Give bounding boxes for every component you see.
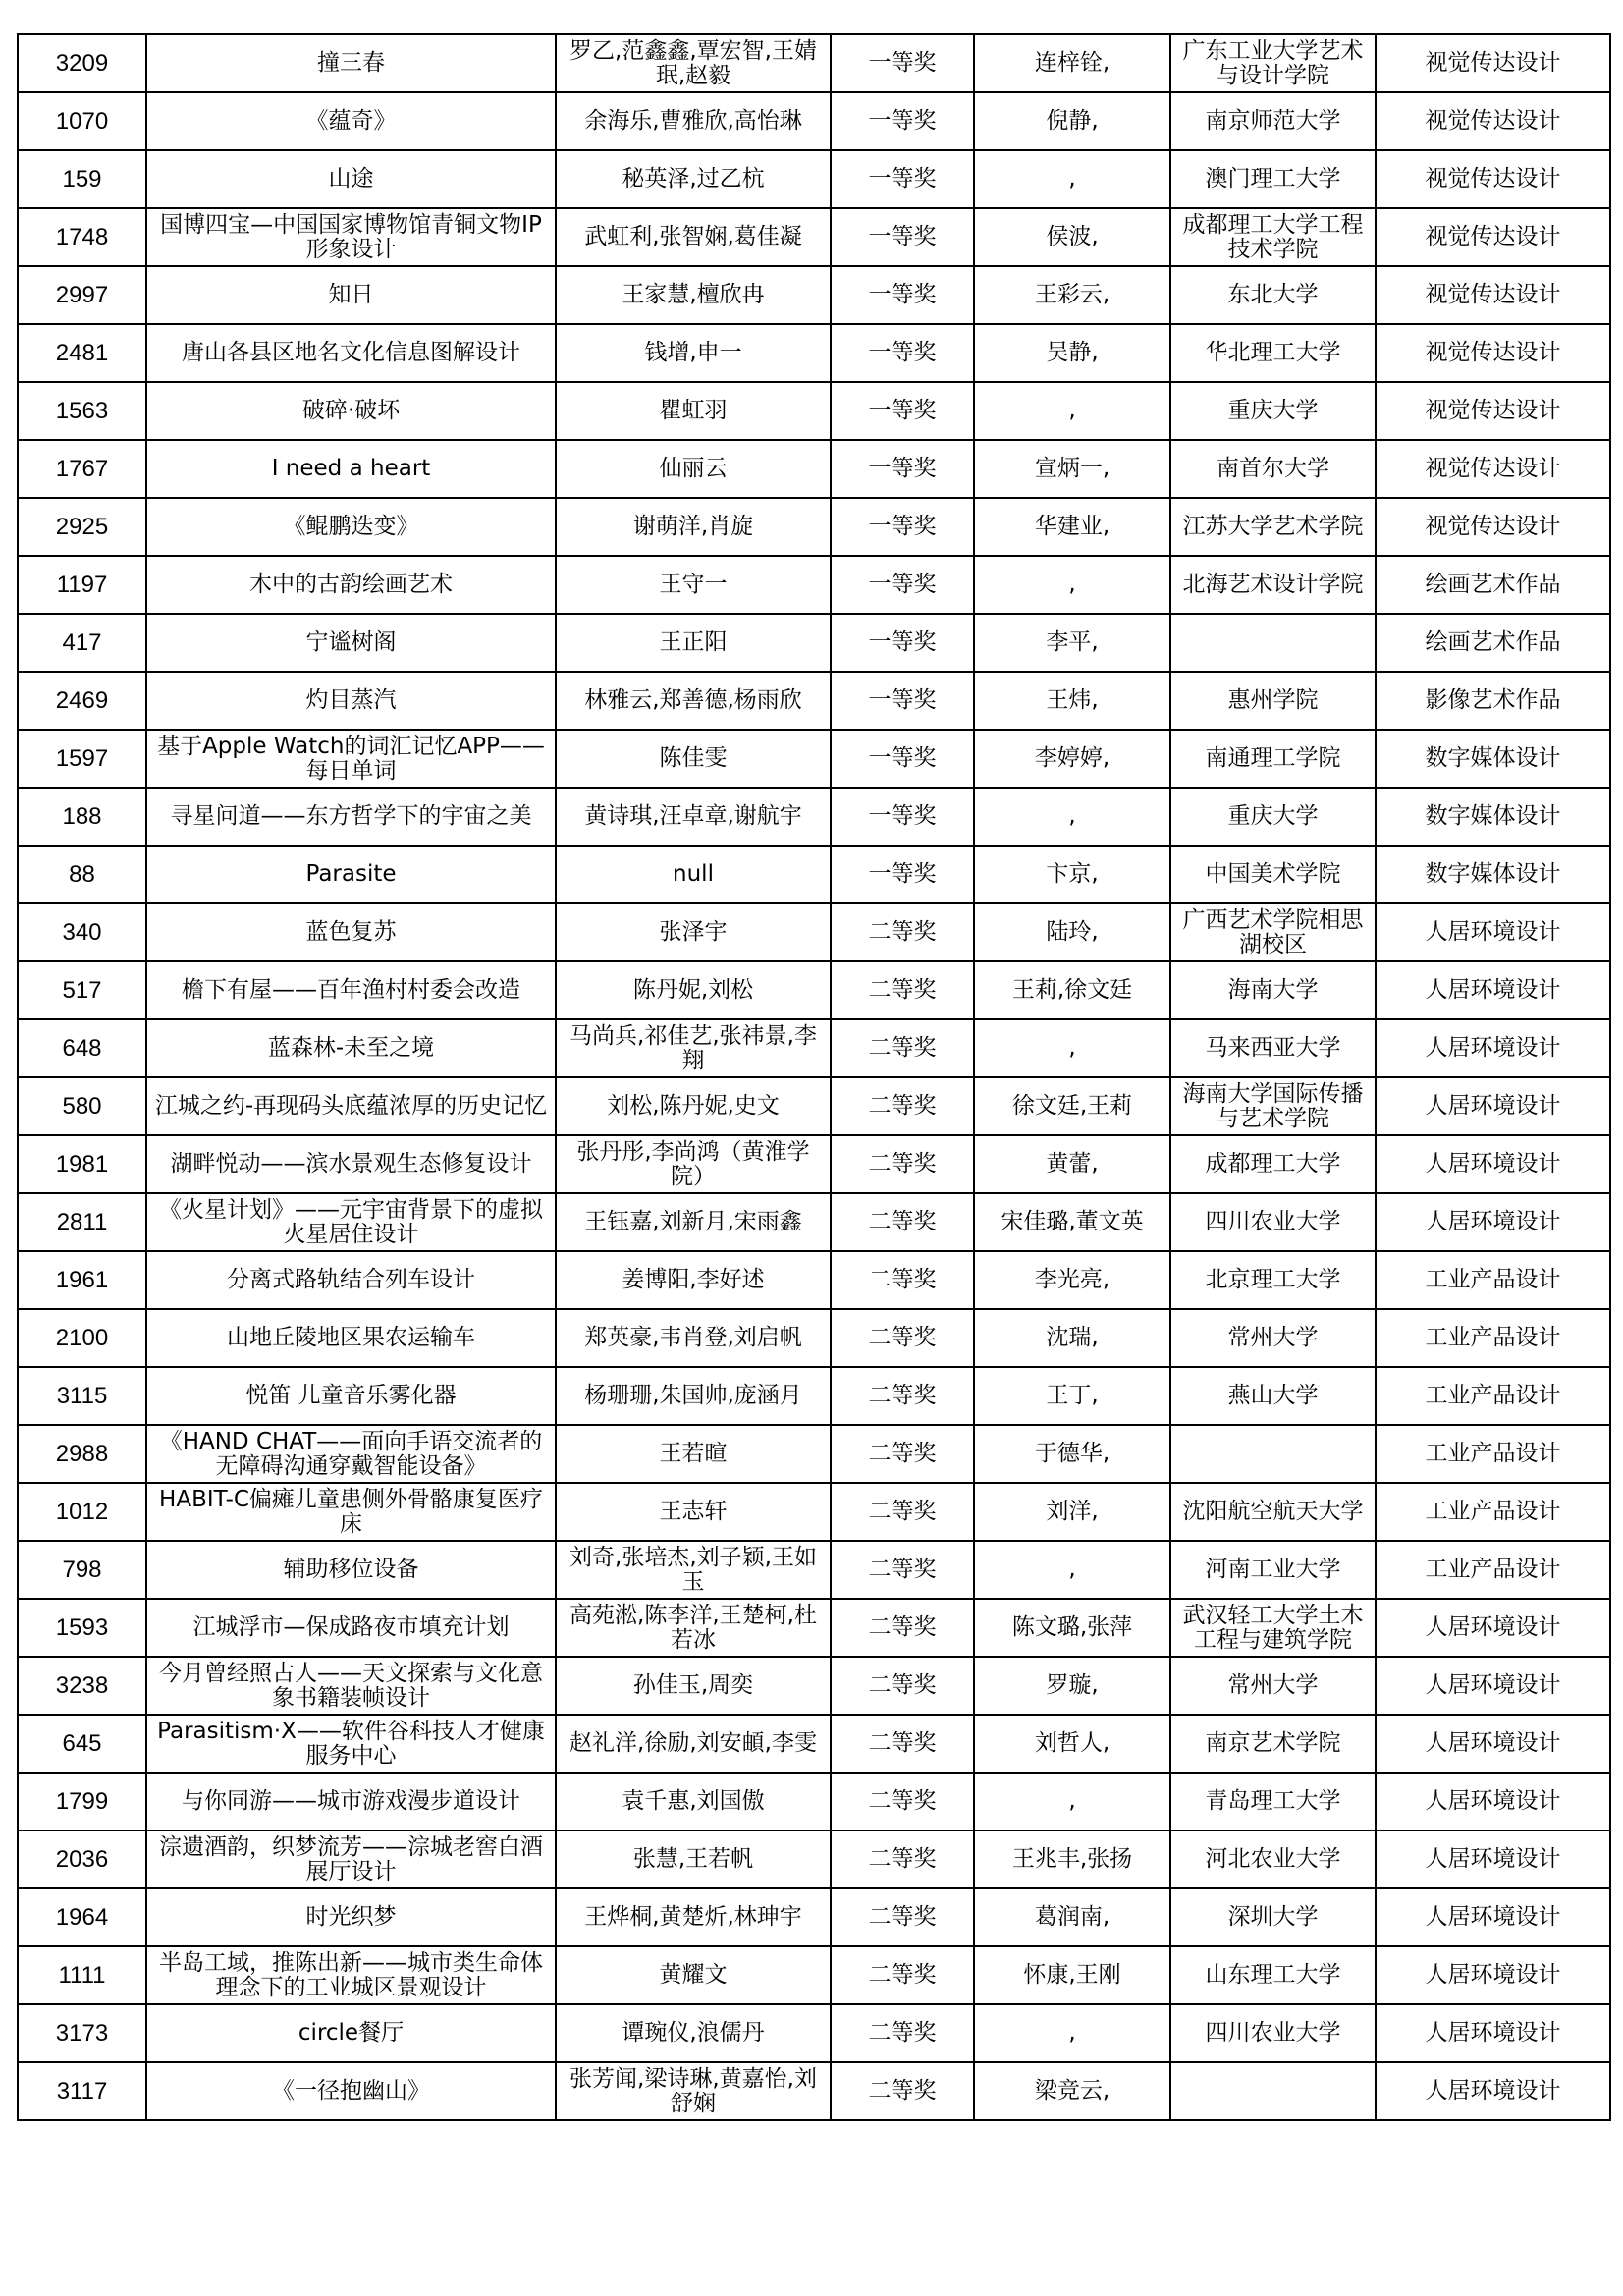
school-cell: 河北农业大学 [1170, 1831, 1376, 1888]
table-row [18, 672, 1610, 730]
authors-cell: 王志轩 [556, 1483, 831, 1541]
school-cell: 澳门理工大学 [1170, 150, 1376, 208]
work-id-cell: 1961 [18, 1251, 146, 1309]
advisor-cell: , [974, 788, 1170, 846]
table-row [18, 846, 1610, 903]
authors-cell: 黄耀文 [556, 1946, 831, 2004]
advisor-cell: 怀康,王刚 [974, 1946, 1170, 2004]
table-row [18, 1888, 1610, 1946]
authors-cell: 刘奇,张培杰,刘子颖,王如玉 [556, 1541, 831, 1599]
table-row [18, 961, 1610, 1019]
advisor-cell: 徐文廷,王莉 [974, 1077, 1170, 1135]
advisor-cell: 王兆丰,张扬 [974, 1831, 1170, 1888]
advisor-cell: , [974, 2004, 1170, 2062]
school-cell: 重庆大学 [1170, 382, 1376, 440]
advisor-cell: 倪静, [974, 92, 1170, 150]
advisor-cell: 于德华, [974, 1425, 1170, 1483]
advisor-cell: 李光亮, [974, 1251, 1170, 1309]
work-title-cell: 《火星计划》——元宇宙背景下的虚拟火星居住设计 [146, 1193, 556, 1251]
category-cell: 视觉传达设计 [1376, 324, 1610, 382]
work-id-cell: 2997 [18, 266, 146, 324]
work-id-cell: 648 [18, 1019, 146, 1077]
advisor-cell: , [974, 382, 1170, 440]
work-id-cell: 2811 [18, 1193, 146, 1251]
school-cell: 惠州学院 [1170, 672, 1376, 730]
work-title-cell: 湖畔悦动——滨水景观生态修复设计 [146, 1135, 556, 1193]
advisor-cell: 黄蕾, [974, 1135, 1170, 1193]
table-row [18, 92, 1610, 150]
advisor-cell: 吴静, [974, 324, 1170, 382]
category-cell: 人居环境设计 [1376, 1831, 1610, 1888]
work-title-cell: 撞三春 [146, 34, 556, 92]
advisor-cell: 刘哲人, [974, 1715, 1170, 1773]
work-id-cell: 2925 [18, 498, 146, 556]
advisor-cell: 葛润南, [974, 1888, 1170, 1946]
awards-table-body [18, 34, 1610, 2120]
work-title-cell: 宁谧树阁 [146, 614, 556, 672]
work-id-cell: 417 [18, 614, 146, 672]
work-title-cell: 唐山各县区地名文化信息图解设计 [146, 324, 556, 382]
school-cell: 江苏大学艺术学院 [1170, 498, 1376, 556]
table-row [18, 1367, 1610, 1425]
work-id-cell: 517 [18, 961, 146, 1019]
advisor-cell: 陆玲, [974, 903, 1170, 961]
authors-cell: 王若暄 [556, 1425, 831, 1483]
table-row [18, 266, 1610, 324]
table-row [18, 1193, 1610, 1251]
authors-cell: 张慧,王若帆 [556, 1831, 831, 1888]
work-id-cell: 1748 [18, 208, 146, 266]
advisor-cell: 侯波, [974, 208, 1170, 266]
school-cell: 海南大学 [1170, 961, 1376, 1019]
advisor-cell: , [974, 556, 1170, 614]
table-row [18, 1483, 1610, 1541]
table-row [18, 1541, 1610, 1599]
category-cell: 视觉传达设计 [1376, 150, 1610, 208]
authors-cell: 罗乙,范鑫鑫,覃宏智,王婧珉,赵毅 [556, 34, 831, 92]
work-id-cell: 3115 [18, 1367, 146, 1425]
table-row [18, 1425, 1610, 1483]
school-cell: 南京艺术学院 [1170, 1715, 1376, 1773]
category-cell: 人居环境设计 [1376, 1077, 1610, 1135]
school-cell [1170, 614, 1376, 672]
category-cell: 视觉传达设计 [1376, 266, 1610, 324]
work-title-cell: 与你同游——城市游戏漫步道设计 [146, 1773, 556, 1831]
school-cell: 四川农业大学 [1170, 2004, 1376, 2062]
category-cell: 视觉传达设计 [1376, 92, 1610, 150]
table-row [18, 1831, 1610, 1888]
work-id-cell: 3117 [18, 2062, 146, 2120]
work-id-cell: 2100 [18, 1309, 146, 1367]
school-cell: 南通理工学院 [1170, 730, 1376, 788]
award-level-cell: 二等奖 [831, 1599, 974, 1657]
school-cell: 东北大学 [1170, 266, 1376, 324]
school-cell: 常州大学 [1170, 1657, 1376, 1715]
work-id-cell: 3209 [18, 34, 146, 92]
work-id-cell: 2481 [18, 324, 146, 382]
table-row [18, 1135, 1610, 1193]
advisor-cell: 王炜, [974, 672, 1170, 730]
work-title-cell: 山途 [146, 150, 556, 208]
category-cell: 视觉传达设计 [1376, 498, 1610, 556]
work-id-cell: 1981 [18, 1135, 146, 1193]
school-cell: 山东理工大学 [1170, 1946, 1376, 2004]
award-level-cell: 一等奖 [831, 266, 974, 324]
table-row [18, 1599, 1610, 1657]
authors-cell: 王钰嘉,刘新月,宋雨鑫 [556, 1193, 831, 1251]
authors-cell: 高苑淞,陈李洋,王楚柯,杜若冰 [556, 1599, 831, 1657]
award-level-cell: 一等奖 [831, 614, 974, 672]
work-title-cell: 淙遗酒韵，织梦流芳——淙城老窖白酒展厅设计 [146, 1831, 556, 1888]
category-cell: 人居环境设计 [1376, 1888, 1610, 1946]
advisor-cell: 华建业, [974, 498, 1170, 556]
authors-cell: 张芳闻,梁诗琳,黄嘉怡,刘舒娴 [556, 2062, 831, 2120]
advisor-cell: 罗璇, [974, 1657, 1170, 1715]
table-row [18, 382, 1610, 440]
award-level-cell: 二等奖 [831, 903, 974, 961]
award-level-cell: 二等奖 [831, 1946, 974, 2004]
authors-cell: 陈佳雯 [556, 730, 831, 788]
work-id-cell: 159 [18, 150, 146, 208]
award-level-cell: 二等奖 [831, 1715, 974, 1773]
work-id-cell: 1767 [18, 440, 146, 498]
award-level-cell: 一等奖 [831, 382, 974, 440]
awards-table [17, 33, 1611, 2121]
table-row [18, 208, 1610, 266]
work-id-cell: 645 [18, 1715, 146, 1773]
work-id-cell: 2988 [18, 1425, 146, 1483]
work-title-cell: 江城浮市—保成路夜市填充计划 [146, 1599, 556, 1657]
work-id-cell: 3173 [18, 2004, 146, 2062]
category-cell: 影像艺术作品 [1376, 672, 1610, 730]
category-cell: 人居环境设计 [1376, 1135, 1610, 1193]
category-cell: 视觉传达设计 [1376, 440, 1610, 498]
authors-cell: 谢萌洋,肖旋 [556, 498, 831, 556]
table-row [18, 2062, 1610, 2120]
school-cell: 广西艺术学院相思湖校区 [1170, 903, 1376, 961]
work-title-cell: 时光织梦 [146, 1888, 556, 1946]
work-id-cell: 1597 [18, 730, 146, 788]
advisor-cell: , [974, 1019, 1170, 1077]
school-cell: 南京师范大学 [1170, 92, 1376, 150]
work-title-cell: 灼目蒸汽 [146, 672, 556, 730]
award-level-cell: 二等奖 [831, 1135, 974, 1193]
authors-cell: 姜博阳,李好述 [556, 1251, 831, 1309]
table-row [18, 614, 1610, 672]
work-title-cell: 山地丘陵地区果农运输车 [146, 1309, 556, 1367]
category-cell: 人居环境设计 [1376, 1657, 1610, 1715]
school-cell: 沈阳航空航天大学 [1170, 1483, 1376, 1541]
table-row [18, 1077, 1610, 1135]
category-cell: 工业产品设计 [1376, 1309, 1610, 1367]
table-row [18, 1946, 1610, 2004]
work-id-cell: 580 [18, 1077, 146, 1135]
school-cell: 成都理工大学 [1170, 1135, 1376, 1193]
work-title-cell: 蓝森林-未至之境 [146, 1019, 556, 1077]
table-row [18, 1251, 1610, 1309]
table-row [18, 150, 1610, 208]
award-level-cell: 一等奖 [831, 440, 974, 498]
category-cell: 工业产品设计 [1376, 1425, 1610, 1483]
table-row [18, 1715, 1610, 1773]
advisor-cell: 王彩云, [974, 266, 1170, 324]
work-title-cell: HABIT-C偏瘫儿童患侧外骨骼康复医疗床 [146, 1483, 556, 1541]
table-row [18, 498, 1610, 556]
category-cell: 人居环境设计 [1376, 961, 1610, 1019]
authors-cell: 刘松,陈丹妮,史文 [556, 1077, 831, 1135]
award-level-cell: 一等奖 [831, 788, 974, 846]
school-cell [1170, 1425, 1376, 1483]
category-cell: 人居环境设计 [1376, 1946, 1610, 2004]
school-cell: 武汉轻工大学土木工程与建筑学院 [1170, 1599, 1376, 1657]
authors-cell: 仙丽云 [556, 440, 831, 498]
table-row [18, 788, 1610, 846]
school-cell: 深圳大学 [1170, 1888, 1376, 1946]
advisor-cell: 沈瑞, [974, 1309, 1170, 1367]
award-level-cell: 二等奖 [831, 1831, 974, 1888]
table-row [18, 2004, 1610, 2062]
school-cell: 中国美术学院 [1170, 846, 1376, 903]
advisor-cell: 陈文璐,张萍 [974, 1599, 1170, 1657]
advisor-cell: 梁竞云, [974, 2062, 1170, 2120]
work-title-cell: 檐下有屋——百年渔村村委会改造 [146, 961, 556, 1019]
authors-cell: 赵礼洋,徐励,刘安頔,李雯 [556, 1715, 831, 1773]
work-id-cell: 1012 [18, 1483, 146, 1541]
category-cell: 人居环境设计 [1376, 2062, 1610, 2120]
award-level-cell: 二等奖 [831, 1309, 974, 1367]
authors-cell: 郑英豪,韦肖登,刘启帆 [556, 1309, 831, 1367]
school-cell: 常州大学 [1170, 1309, 1376, 1367]
award-level-cell: 二等奖 [831, 2062, 974, 2120]
award-level-cell: 一等奖 [831, 846, 974, 903]
authors-cell: 钱增,申一 [556, 324, 831, 382]
work-id-cell: 1070 [18, 92, 146, 150]
school-cell: 南首尔大学 [1170, 440, 1376, 498]
category-cell: 人居环境设计 [1376, 1715, 1610, 1773]
award-level-cell: 一等奖 [831, 92, 974, 150]
authors-cell: 余海乐,曹雅欣,高怡琳 [556, 92, 831, 150]
award-level-cell: 一等奖 [831, 498, 974, 556]
advisor-cell: , [974, 1541, 1170, 1599]
work-title-cell: Parasite [146, 846, 556, 903]
authors-cell: 张丹彤,李尚鸿（黄淮学院） [556, 1135, 831, 1193]
work-title-cell: 基于Apple Watch的词汇记忆APP——每日单词 [146, 730, 556, 788]
work-id-cell: 1111 [18, 1946, 146, 2004]
work-id-cell: 2036 [18, 1831, 146, 1888]
category-cell: 绘画艺术作品 [1376, 614, 1610, 672]
award-level-cell: 二等奖 [831, 2004, 974, 2062]
work-title-cell: 《鲲鹏迭变》 [146, 498, 556, 556]
school-cell: 河南工业大学 [1170, 1541, 1376, 1599]
work-title-cell: 国博四宝—中国国家博物馆青铜文物IP形象设计 [146, 208, 556, 266]
school-cell: 北海艺术设计学院 [1170, 556, 1376, 614]
category-cell: 人居环境设计 [1376, 2004, 1610, 2062]
school-cell: 燕山大学 [1170, 1367, 1376, 1425]
category-cell: 人居环境设计 [1376, 903, 1610, 961]
school-cell: 青岛理工大学 [1170, 1773, 1376, 1831]
category-cell: 人居环境设计 [1376, 1193, 1610, 1251]
authors-cell: 孙佳玉,周奕 [556, 1657, 831, 1715]
work-title-cell: 木中的古韵绘画艺术 [146, 556, 556, 614]
school-cell: 北京理工大学 [1170, 1251, 1376, 1309]
work-id-cell: 1964 [18, 1888, 146, 1946]
award-level-cell: 二等奖 [831, 1019, 974, 1077]
category-cell: 工业产品设计 [1376, 1367, 1610, 1425]
work-id-cell: 1563 [18, 382, 146, 440]
work-title-cell: 分离式路轨结合列车设计 [146, 1251, 556, 1309]
advisor-cell: 李平, [974, 614, 1170, 672]
category-cell: 人居环境设计 [1376, 1773, 1610, 1831]
school-cell: 成都理工大学工程技术学院 [1170, 208, 1376, 266]
work-title-cell: 寻星问道——东方哲学下的宇宙之美 [146, 788, 556, 846]
award-level-cell: 一等奖 [831, 208, 974, 266]
work-title-cell: 破碎·破坏 [146, 382, 556, 440]
award-level-cell: 二等奖 [831, 1657, 974, 1715]
authors-cell: 马尚兵,祁佳艺,张祎景,李翔 [556, 1019, 831, 1077]
award-level-cell: 二等奖 [831, 1773, 974, 1831]
category-cell: 绘画艺术作品 [1376, 556, 1610, 614]
authors-cell: 杨珊珊,朱国帅,庞涵月 [556, 1367, 831, 1425]
authors-cell: 谭琬仪,浪儒丹 [556, 2004, 831, 2062]
work-title-cell: 《HAND CHAT——面向手语交流者的无障碍沟通穿戴智能设备》 [146, 1425, 556, 1483]
authors-cell: 黄诗琪,汪卓章,谢航宇 [556, 788, 831, 846]
award-level-cell: 一等奖 [831, 150, 974, 208]
award-level-cell: 二等奖 [831, 1425, 974, 1483]
advisor-cell: 连梓铨, [974, 34, 1170, 92]
authors-cell: 秘英泽,过乙杭 [556, 150, 831, 208]
school-cell: 广东工业大学艺术与设计学院 [1170, 34, 1376, 92]
authors-cell: 王烨桐,黄楚炘,林珅宇 [556, 1888, 831, 1946]
award-level-cell: 一等奖 [831, 556, 974, 614]
table-row [18, 556, 1610, 614]
work-id-cell: 798 [18, 1541, 146, 1599]
category-cell: 工业产品设计 [1376, 1541, 1610, 1599]
category-cell: 人居环境设计 [1376, 1599, 1610, 1657]
award-level-cell: 二等奖 [831, 1483, 974, 1541]
work-title-cell: 知日 [146, 266, 556, 324]
advisor-cell: 卞京, [974, 846, 1170, 903]
table-row [18, 440, 1610, 498]
work-title-cell: 《蕴奇》 [146, 92, 556, 150]
work-title-cell: 悦笛 儿童音乐雾化器 [146, 1367, 556, 1425]
work-title-cell: 半岛工域，推陈出新——城市类生命体理念下的工业城区景观设计 [146, 1946, 556, 2004]
work-title-cell: circle餐厅 [146, 2004, 556, 2062]
table-row [18, 730, 1610, 788]
work-id-cell: 1799 [18, 1773, 146, 1831]
school-cell: 华北理工大学 [1170, 324, 1376, 382]
school-cell: 重庆大学 [1170, 788, 1376, 846]
work-title-cell: 今月曾经照古人——天文探索与文化意象书籍装帧设计 [146, 1657, 556, 1715]
authors-cell: 张泽宇 [556, 903, 831, 961]
work-title-cell: 辅助移位设备 [146, 1541, 556, 1599]
category-cell: 数字媒体设计 [1376, 788, 1610, 846]
award-level-cell: 二等奖 [831, 1193, 974, 1251]
advisor-cell: 宣炳一, [974, 440, 1170, 498]
advisor-cell: 刘洋, [974, 1483, 1170, 1541]
authors-cell: 林雅云,郑善德,杨雨欣 [556, 672, 831, 730]
school-cell [1170, 2062, 1376, 2120]
authors-cell: 陈丹妮,刘松 [556, 961, 831, 1019]
work-id-cell: 2469 [18, 672, 146, 730]
work-title-cell: 蓝色复苏 [146, 903, 556, 961]
award-level-cell: 二等奖 [831, 1541, 974, 1599]
advisor-cell: , [974, 150, 1170, 208]
work-title-cell: I need a heart [146, 440, 556, 498]
category-cell: 视觉传达设计 [1376, 382, 1610, 440]
authors-cell: 王正阳 [556, 614, 831, 672]
category-cell: 视觉传达设计 [1376, 34, 1610, 92]
advisor-cell: 王莉,徐文廷 [974, 961, 1170, 1019]
category-cell: 工业产品设计 [1376, 1483, 1610, 1541]
award-level-cell: 二等奖 [831, 961, 974, 1019]
table-row [18, 324, 1610, 382]
work-title-cell: Parasitism·X——软件谷科技人才健康服务中心 [146, 1715, 556, 1773]
award-level-cell: 一等奖 [831, 324, 974, 382]
work-title-cell: 《一径抱幽山》 [146, 2062, 556, 2120]
award-level-cell: 二等奖 [831, 1251, 974, 1309]
category-cell: 数字媒体设计 [1376, 846, 1610, 903]
work-title-cell: 江城之约-再现码头底蕴浓厚的历史记忆 [146, 1077, 556, 1135]
work-id-cell: 340 [18, 903, 146, 961]
award-level-cell: 一等奖 [831, 34, 974, 92]
table-row [18, 1773, 1610, 1831]
work-id-cell: 88 [18, 846, 146, 903]
advisor-cell: 宋佳璐,董文英 [974, 1193, 1170, 1251]
authors-cell: 袁千惠,刘国傲 [556, 1773, 831, 1831]
award-level-cell: 二等奖 [831, 1888, 974, 1946]
authors-cell: 武虹利,张智娴,葛佳凝 [556, 208, 831, 266]
table-row [18, 34, 1610, 92]
work-id-cell: 188 [18, 788, 146, 846]
category-cell: 数字媒体设计 [1376, 730, 1610, 788]
table-row [18, 1309, 1610, 1367]
authors-cell: 王守一 [556, 556, 831, 614]
work-id-cell: 3238 [18, 1657, 146, 1715]
award-level-cell: 一等奖 [831, 730, 974, 788]
advisor-cell: 李婷婷, [974, 730, 1170, 788]
award-level-cell: 一等奖 [831, 672, 974, 730]
authors-cell: null [556, 846, 831, 903]
school-cell: 四川农业大学 [1170, 1193, 1376, 1251]
table-row [18, 1019, 1610, 1077]
advisor-cell: 王丁, [974, 1367, 1170, 1425]
advisor-cell: , [974, 1773, 1170, 1831]
work-id-cell: 1197 [18, 556, 146, 614]
work-id-cell: 1593 [18, 1599, 146, 1657]
category-cell: 人居环境设计 [1376, 1019, 1610, 1077]
category-cell: 工业产品设计 [1376, 1251, 1610, 1309]
school-cell: 马来西亚大学 [1170, 1019, 1376, 1077]
table-row [18, 1657, 1610, 1715]
award-level-cell: 二等奖 [831, 1077, 974, 1135]
table-row [18, 903, 1610, 961]
authors-cell: 王家慧,檀欣冉 [556, 266, 831, 324]
award-level-cell: 二等奖 [831, 1367, 974, 1425]
authors-cell: 瞿虹羽 [556, 382, 831, 440]
category-cell: 视觉传达设计 [1376, 208, 1610, 266]
school-cell: 海南大学国际传播与艺术学院 [1170, 1077, 1376, 1135]
